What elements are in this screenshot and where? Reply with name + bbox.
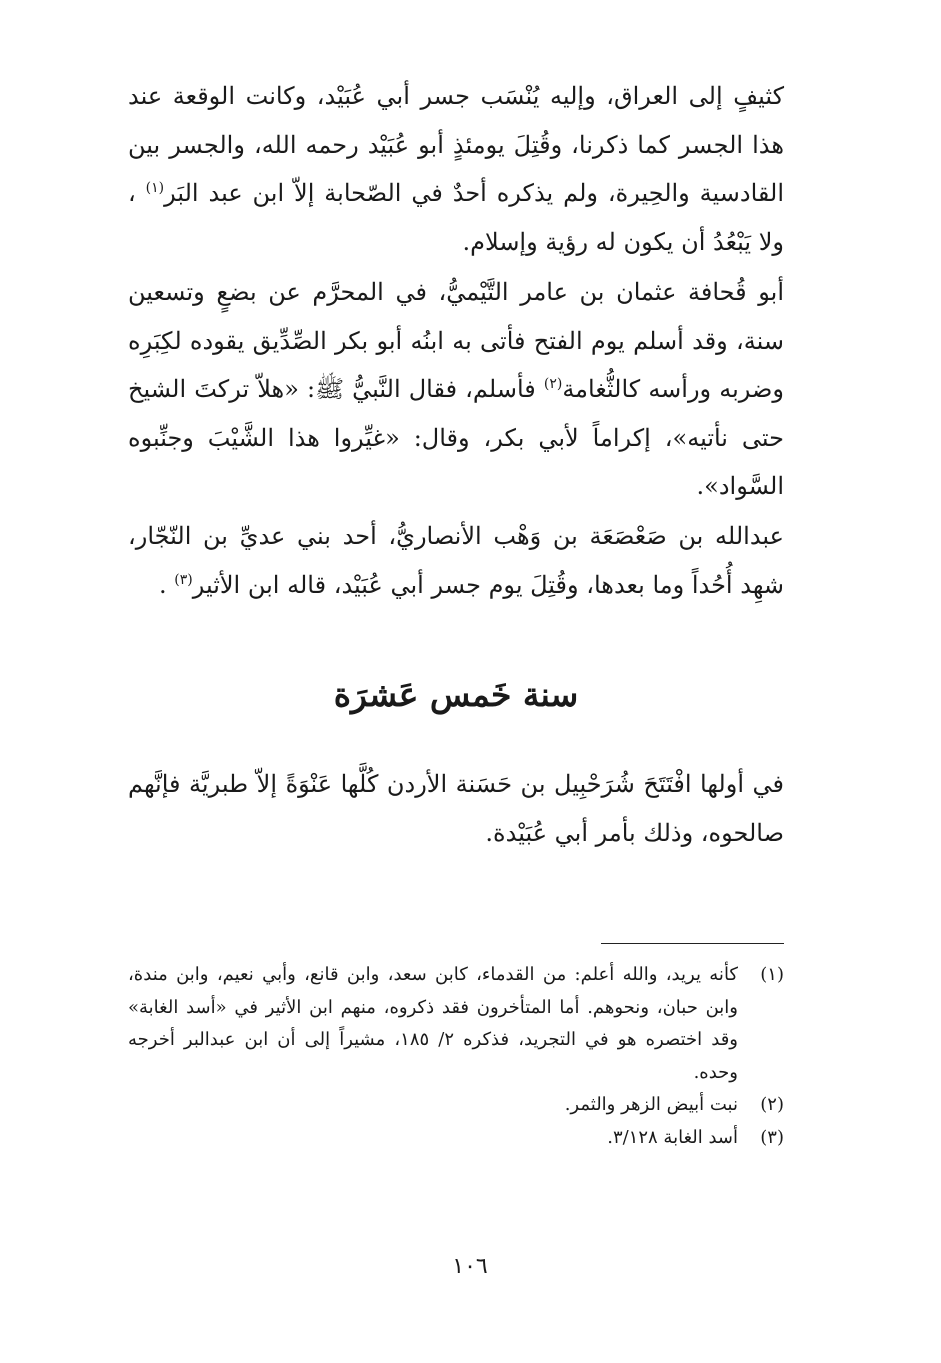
footnote-number: (٢)	[760, 1094, 784, 1115]
footnote-text: أسد الغابة ٣/١٢٨.	[607, 1126, 738, 1148]
paragraph-abu-ubayd	[128, 72, 784, 266]
footnote-reference-3[interactable]: (٣)	[174, 571, 193, 588]
footnote-reference-2[interactable]: (٢)	[543, 376, 563, 392]
footnotes-section	[128, 959, 784, 1154]
footnote-divider	[601, 943, 784, 944]
page-number: ١٠٦	[452, 1254, 488, 1279]
paragraph-year-fifteen: في أولها افْتَتَحَ شُرَحْبِيل بن حَسَنة الأردن كُلَّها عَنْوَةً إلاّ طبريَّة فإنَّهم صالحوه، وذلك بأمر أبي عُبَيْدة.	[128, 770, 784, 847]
paragraph-text: فأسلم، فقال النَّبيُّ ﷺ: «هلاّ تركتَ الشيخ حتى نأتيه»، إكراماً لأبي بكر، وقال: «غيِّروا هذا الشَّيْبَ وجنِّبوه السَّواد».	[128, 375, 785, 500]
footnote-number: (٣)	[760, 1126, 784, 1148]
footnote-1	[128, 959, 784, 1089]
paragraph-text: عبدالله بن صَعْصَعَة بن وَهْب الأنصاريُّ، أحد بني عديِّ بن النّجّار، شهِد أُحُداً وما بعدها، وقُتِلَ يوم جسر أبي عُبَيْد، قاله ابن الأثير	[128, 522, 784, 599]
paragraph-text: أبو قُحافة عثمان بن عامر التَّيْميُّ، في المحرَّم عن بضعٍ وتسعين سنة، وقد أسلم يوم الفتح فأتى به ابنُه أبو بكر الصِّدِّيق يقوده لكِبَرِه وضربه ورأسه كالثُّغامة	[128, 278, 784, 403]
footnote-number: (١)	[760, 964, 784, 985]
paragraph-abdullah-ibn-sasaa	[128, 512, 784, 609]
paragraph-text: ، ولا يَبْعُدُ أن يكون له رؤية وإسلام.	[128, 179, 784, 256]
footnote-3	[128, 1122, 784, 1155]
footnote-text: كأنه يريد، والله أعلم: من القدماء، كابن سعد، وابن قانع، وأبي نعيم، وابن مندة، وابن حبان، ونحوهم. أما المتأخرون فقد ذكروه، منهم ابن الأثير في «أسد الغابة» وقد اختصره هو في التجريد، فذكره ٢/ ١٨٥، مشيراً إلى أن ابن عبدالبر أخرجه وحده.	[128, 964, 738, 1083]
section-heading: سنة خَمس عَشرَة	[333, 675, 579, 714]
footnote-reference-1[interactable]: (١)	[145, 180, 165, 196]
paragraph-abu-quhafa	[128, 268, 784, 511]
footnote-text: نبت أبيض الزهر والثمر.	[564, 1094, 738, 1115]
paragraph-text: كثيفٍ إلى العراق، وإليه يُنْسَب جسر أبي عُبَيْد، وكانت الوقعة عند هذا الجسر كما ذكرنا، وقُتِلَ يومئذٍ أبو عُبَيْد رحمه الله، والجسر بين القادسية والحِيرة، ولم يذكره أحدٌ في الصّحابة إلاّ ابن عبد البَر	[128, 82, 785, 207]
footnote-2	[128, 1089, 784, 1122]
paragraph-text: .	[158, 570, 175, 599]
